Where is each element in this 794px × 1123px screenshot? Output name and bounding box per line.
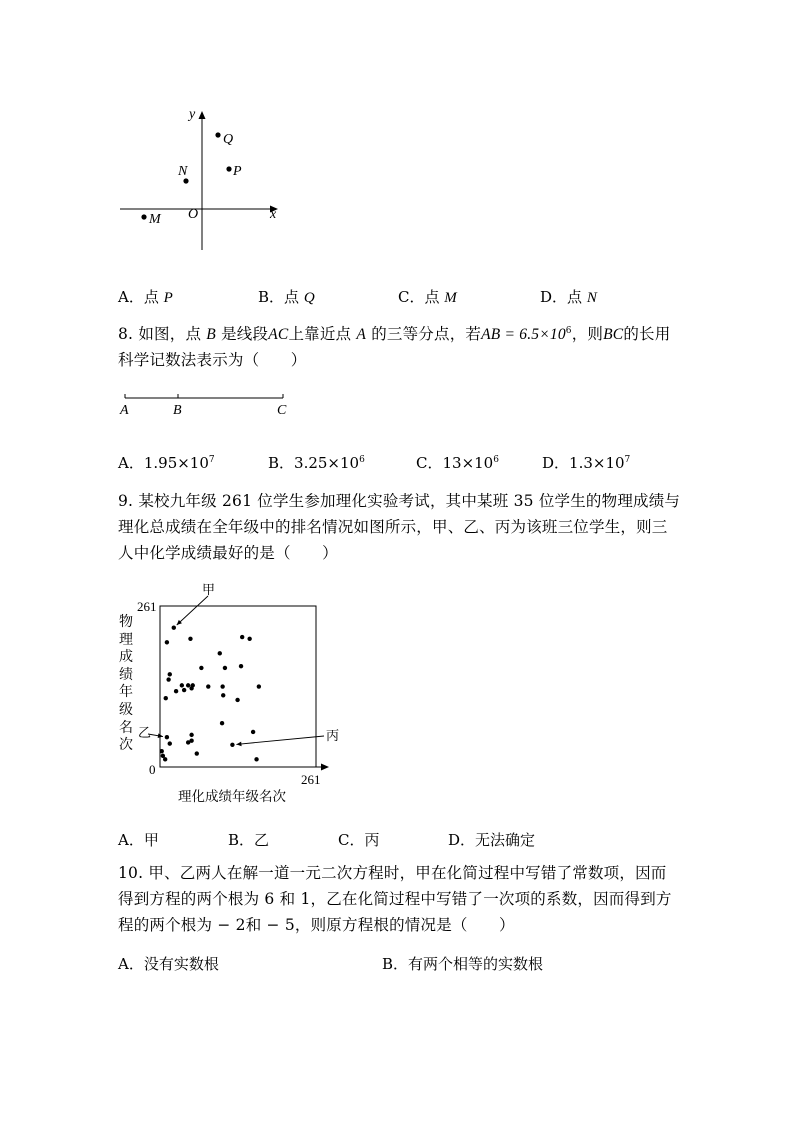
point-p-label: P [233, 164, 242, 179]
label-a: A [120, 403, 129, 418]
x-tick-label-261: 261 [301, 772, 321, 787]
q8-option-c[interactable] [416, 452, 499, 473]
scatter-point-4 [247, 637, 251, 641]
x-axis-arrow [321, 764, 329, 771]
q8-line1 [118, 322, 670, 344]
ylabel-char-5: 级 [119, 701, 133, 718]
q9-option-d[interactable] [448, 829, 535, 850]
label-c: C [277, 403, 287, 418]
coordinate-figure [110, 100, 300, 260]
q9-option-a[interactable] [118, 829, 159, 850]
q8-text-c: 上靠近点 [288, 325, 352, 343]
scatter-point-2 [188, 637, 192, 641]
option-var: P [163, 290, 173, 306]
annotation-label-0: 甲 [202, 582, 216, 597]
option-var: Q [303, 290, 315, 306]
question-number: 8. [118, 325, 134, 343]
option-letter: A． [118, 454, 144, 472]
scatter-point-11 [180, 683, 184, 687]
option-letter: A． [118, 288, 144, 306]
option-letter: C． [338, 831, 365, 849]
q9-line2: 理化总成绩在全年级中的排名情况如图所示，甲、乙、丙为该班三位学生，则三 [118, 518, 668, 536]
option-letter: B． [228, 831, 255, 849]
point-q [215, 132, 220, 137]
option-letter: D． [540, 288, 568, 306]
q9-line1: 9. 某校九年级 261 位学生参加理化实验考试，其中某班 35 位学生的物理成绩与 [118, 492, 681, 510]
option-exp: 6 [493, 455, 499, 465]
q8-option-b[interactable] [268, 452, 365, 473]
q8-var-b: B [206, 326, 216, 343]
option-base: 3.25×10 [294, 454, 360, 472]
scatter-point-25 [168, 741, 172, 745]
ylabel-char-4: 年 [119, 684, 133, 701]
option-text: 点 [424, 288, 440, 306]
origin-label: O [188, 207, 199, 222]
q10-line2: 得到方程的两个根为 6 和 1，乙在化简过程中写错了一次项的系数，因而得到方 [118, 890, 672, 908]
scatter-point-19 [257, 684, 261, 688]
option-text: 乙 [254, 831, 270, 849]
scatter-point-5 [218, 651, 222, 655]
scatter-point-15 [174, 689, 178, 693]
y-tick-label-261: 261 [137, 599, 157, 614]
option-text: 无法确定 [475, 831, 536, 849]
scatter-point-0 [172, 626, 176, 630]
scatter-point-28 [189, 739, 193, 743]
q10-line3: 程的两个根为 − 2和 − 5，则原方程根的情况是（ ） [118, 916, 515, 934]
q8-formula: AB = 6.5×10 [481, 326, 566, 343]
q8-text-d: 的三等分点，若 [371, 325, 482, 343]
q9-option-b[interactable] [228, 829, 269, 850]
option-letter: B． [382, 955, 409, 973]
option-base: 1.95×10 [143, 454, 209, 472]
annotation-arrow-2 [236, 736, 324, 744]
option-text: 丙 [364, 831, 380, 849]
scatter-point-1 [165, 640, 169, 644]
q8-var-bc: BC [603, 326, 624, 343]
x-axis-title: 理化成绩年级名次 [178, 789, 286, 804]
annotation-arrow-0 [177, 596, 208, 625]
option-exp: 7 [624, 455, 631, 465]
q10-line1: 10. 甲、乙两人在解一道一元二次方程时，甲在化简过程中写错了常数项，因而 [118, 864, 667, 882]
q8-line2: 科学记数法表示为（ ） [118, 351, 307, 369]
q7-option-b[interactable] [258, 286, 315, 307]
option-letter: B． [258, 288, 285, 306]
x-axis-label: x [270, 207, 277, 222]
point-m [141, 214, 146, 219]
ylabel-char-0: 物 [119, 614, 133, 630]
scatter-point-12 [186, 683, 190, 687]
y-axis-label: y [189, 107, 196, 122]
point-n [183, 178, 188, 183]
scatter-point-16 [182, 688, 186, 692]
q8-text-e: ，则 [571, 325, 604, 343]
q7-option-d[interactable] [540, 286, 597, 307]
ylabel-char-3: 绩 [119, 666, 133, 683]
scatter-point-18 [220, 684, 224, 688]
annotation-label-2: 丙 [326, 728, 340, 743]
q8-formula-exp: 6 [565, 325, 572, 336]
point-p [226, 166, 231, 171]
y-axis-arrow [199, 111, 206, 119]
scatter-point-30 [230, 743, 234, 747]
q9-option-c[interactable] [338, 829, 380, 850]
scatter-point-17 [206, 684, 210, 688]
scatter-point-22 [220, 721, 224, 725]
q8-text-a: 如图，点 [138, 325, 202, 343]
scatter-point-7 [223, 666, 227, 670]
q8-var-a: A [356, 326, 367, 343]
option-letter: B． [268, 454, 295, 472]
option-exp: 7 [208, 455, 215, 465]
scatter-point-33 [160, 749, 164, 753]
option-text: 有两个相等的实数根 [408, 955, 544, 973]
scatter-point-8 [239, 664, 243, 668]
q9-line3: 人中化学成绩最好的是（ ） [118, 544, 338, 562]
option-base: 13×10 [442, 454, 494, 472]
q10-option-b[interactable] [382, 953, 543, 974]
q7-option-c[interactable] [398, 286, 457, 307]
ylabel-char-1: 理 [119, 631, 133, 648]
ylabel-char-2: 成 [119, 649, 133, 666]
ylabel-char-6: 名 [119, 719, 133, 736]
option-var: M [444, 290, 457, 306]
y-tick-label-0: 0 [149, 762, 156, 777]
q8-text-f: 的长用 [623, 325, 671, 343]
option-letter: D． [448, 831, 476, 849]
scatter-point-3 [240, 635, 244, 639]
option-text: 点 [567, 288, 583, 306]
option-var: N [586, 290, 597, 306]
scatter-point-14 [191, 683, 195, 687]
q10-option-a[interactable] [118, 953, 219, 974]
label-b: B [173, 403, 182, 418]
scatter-point-31 [251, 730, 255, 734]
scatter-chart [130, 578, 375, 808]
option-letter: C． [416, 454, 443, 472]
scatter-point-29 [195, 751, 199, 755]
option-base: 1.3×10 [569, 454, 625, 472]
scatter-point-35 [163, 757, 167, 761]
scatter-point-10 [166, 677, 170, 681]
scatter-point-6 [199, 666, 203, 670]
segment-figure [115, 388, 300, 420]
option-exp: 6 [359, 455, 365, 465]
scatter-point-24 [165, 735, 169, 739]
option-letter: A． [118, 831, 144, 849]
point-q-label: Q [223, 132, 234, 147]
q7-option-a[interactable] [118, 286, 173, 307]
option-text: 点 [284, 288, 300, 306]
scatter-point-23 [164, 696, 168, 700]
option-letter: A． [118, 955, 144, 973]
option-text: 甲 [143, 831, 159, 849]
q8-var-ac: AC [268, 326, 289, 343]
point-n-label: N [178, 164, 188, 179]
scatter-point-32 [254, 757, 258, 761]
scatter-point-21 [235, 698, 239, 702]
ylabel-char-7: 次 [119, 737, 133, 754]
option-letter: D． [542, 454, 570, 472]
point-m-label: M [149, 212, 161, 227]
q8-option-d[interactable] [542, 452, 630, 473]
scatter-point-26 [189, 733, 193, 737]
q8-option-a[interactable] [118, 452, 215, 473]
option-letter: C． [398, 288, 425, 306]
scatter-point-20 [221, 693, 225, 697]
annotation-label-1: 乙 [138, 725, 152, 740]
option-text: 没有实数根 [143, 955, 219, 973]
q8-text-b: 是线段 [221, 325, 269, 343]
option-text: 点 [143, 288, 159, 306]
scatter-point-9 [168, 672, 172, 676]
